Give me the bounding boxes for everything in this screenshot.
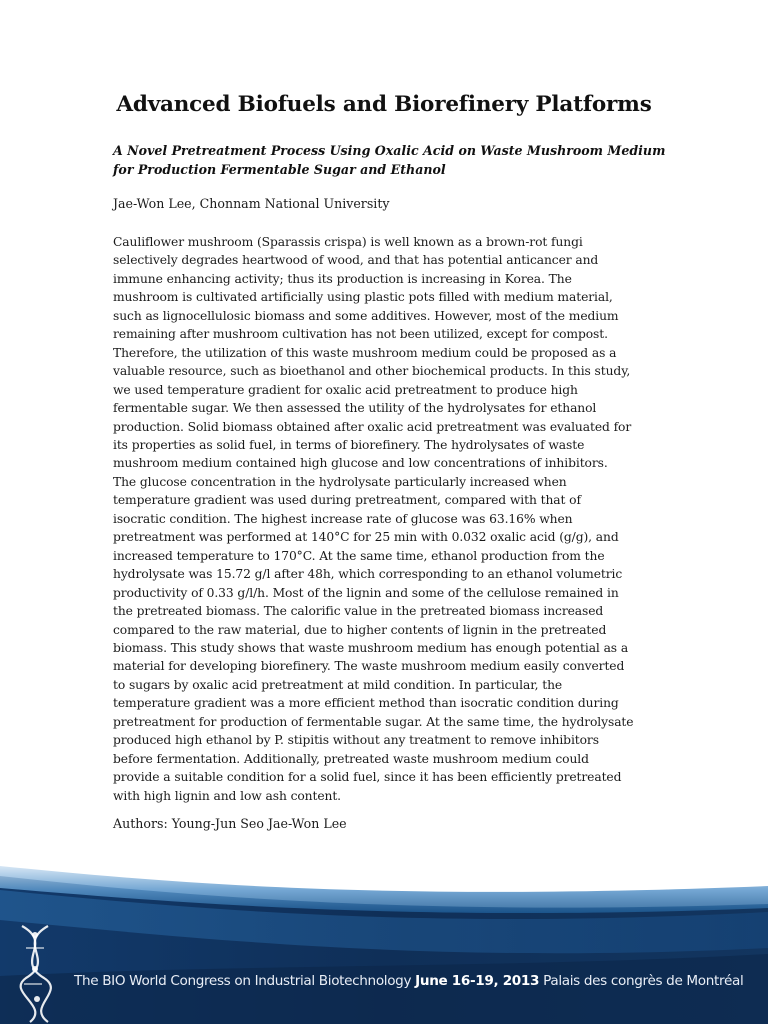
abstract-title — [113, 141, 673, 179]
abstract-line: biomass. This study shows that waste mushroom medium has enough potential as a — [113, 640, 629, 655]
abstract-line: pretreatment was performed at 140°C for 25 min with 0.032 oxalic acid (g/g), and — [113, 530, 619, 545]
abstract-line: mushroom medium contained high glucose and low concentrations of inhibitors. — [113, 456, 608, 471]
event-venue: Palais des congrès de Montréal — [543, 973, 744, 989]
abstract-line: selectively degrades heartwood of wood, and that has potential anticancer and — [113, 253, 599, 268]
abstract-line: with high lignin and low ash content. — [113, 788, 341, 803]
abstract-line: increased temperature to 170°C. At the same time, ethanol production from the — [113, 548, 605, 563]
event-dates: June 16-19, 2013 — [415, 973, 540, 989]
presenter-affiliation: Jae-Won Lee, Chonnam National University — [113, 196, 390, 211]
abstract-line: to sugars by oxalic acid pretreatment at mild condition. In particular, the — [113, 677, 563, 692]
abstract-line: its properties as solid fuel, in terms of biorefinery. The hydrolysates of waste — [113, 437, 585, 452]
abstract-line: hydrolysate was 15.72 g/l after 48h, which corresponding to an ethanol volumetric — [113, 567, 623, 582]
abstract-title-line: A Novel Pretreatment Process Using Oxalic Acid on Waste Mushroom Medium — [113, 143, 666, 158]
abstract-line: compared to the raw material, due to higher contents of lignin in the pretreated — [113, 622, 607, 637]
abstract-line: temperature gradient was used during pretreatment, compared with that of — [113, 493, 581, 508]
abstract-line: such as lignocellulosic biomass and some additives. However, most of the medium — [113, 308, 619, 323]
abstract-line: produced high ethanol by P. stipitis without any treatment to remove inhibitors — [113, 733, 599, 748]
abstract-line: we used temperature gradient for oxalic acid pretreatment to produce high — [113, 382, 578, 397]
abstract-line: temperature gradient was a more efficient method than isocratic condition during — [113, 696, 619, 711]
abstract-line: production. Solid biomass obtained after oxalic acid pretreatment was evaluated for — [113, 419, 632, 434]
authors-line: Authors: Young-Jun Seo Jae-Won Lee — [113, 816, 347, 831]
abstract-line: Cauliflower mushroom (Sparassis crispa) is well known as a brown-rot fungi — [113, 235, 583, 249]
conference-footer-text — [74, 973, 764, 989]
abstract-line: fermentable sugar. We then assessed the utility of the hydrolysates for ethanol — [113, 401, 597, 416]
abstract-line: immune enhancing activity; thus its production is increasing in Korea. The — [113, 271, 572, 286]
abstract-line: before fermentation. Additionally, pretreated waste mushroom medium could — [113, 751, 589, 766]
document-heading: Advanced Biofuels and Biorefinery Platforms — [116, 92, 652, 117]
abstract-body — [113, 233, 673, 805]
conference-footer-banner — [0, 856, 768, 1024]
abstract-line: mushroom is cultivated artificially using plastic pots filled with medium material, — [113, 290, 613, 305]
abstract-line: productivity of 0.33 g/l/h. Most of the lignin and some of the cellulose remained in — [113, 585, 619, 600]
abstract-line: valuable resource, such as bioethanol and other biochemical products. In this study, — [113, 364, 631, 379]
abstract-line: pretreatment for production of fermentable sugar. At the same time, the hydrolysate — [113, 714, 634, 729]
abstract-line: material for developing biorefinery. The waste mushroom medium easily converted — [113, 659, 625, 674]
event-name: The BIO World Congress on Industrial Biotechnology — [74, 973, 412, 989]
abstract-title-line: for Production Fermentable Sugar and Ethanol — [113, 162, 446, 177]
abstract-line: provide a suitable condition for a solid fuel, since it has been efficiently pretreated — [113, 770, 622, 785]
abstract-line: The glucose concentration in the hydrolysate particularly increased when — [113, 474, 567, 489]
abstract-line: the pretreated biomass. The calorific value in the pretreated biomass increased — [113, 604, 604, 619]
abstract-line: remaining after mushroom cultivation has not been utilized, except for compost. — [113, 327, 608, 342]
dna-helix-icon — [4, 856, 74, 1024]
abstract-line: isocratic condition. The highest increase rate of glucose was 63.16% when — [113, 511, 573, 526]
footer-wave-graphic — [0, 856, 768, 1024]
abstract-line: Therefore, the utilization of this waste mushroom medium could be proposed as a — [113, 345, 617, 360]
